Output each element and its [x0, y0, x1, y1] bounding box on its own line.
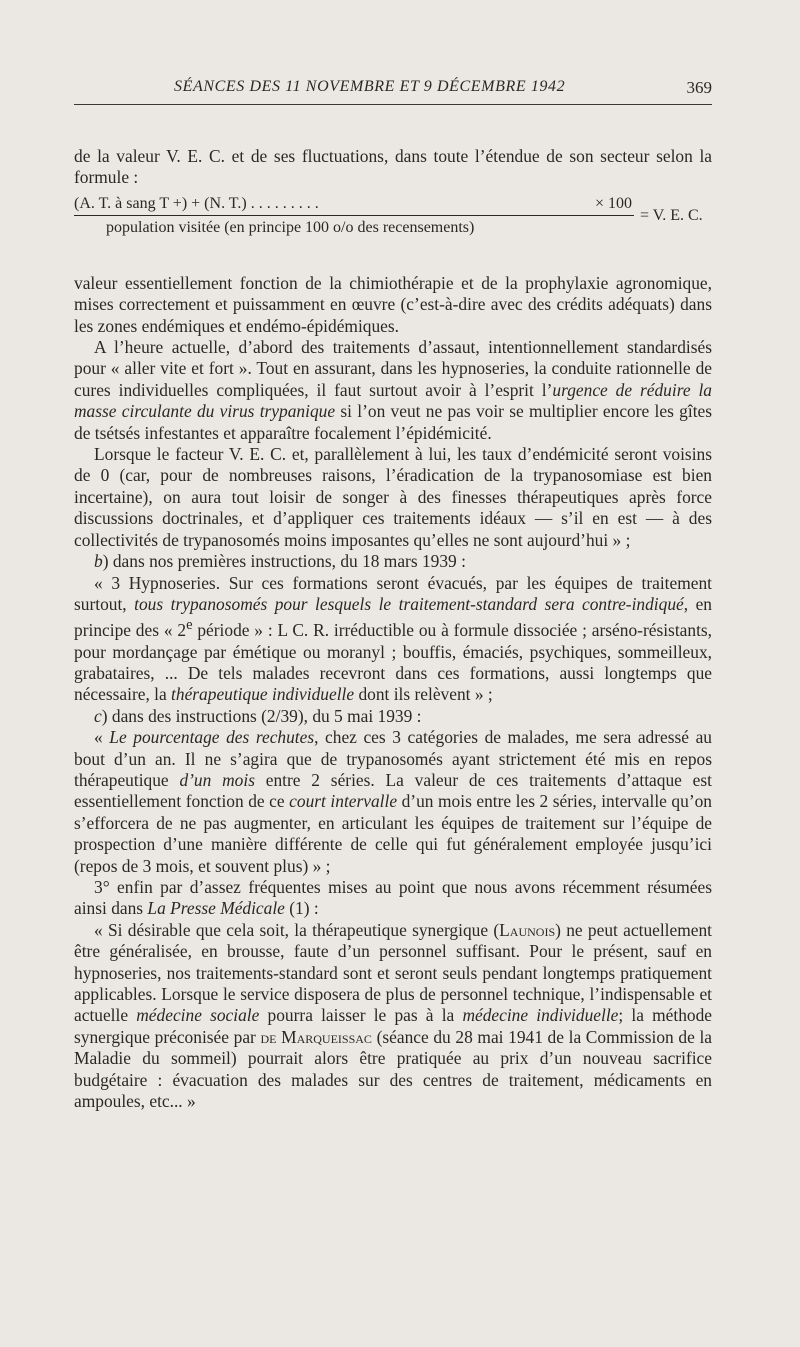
text-run: ) dans nos premières instructions, du 18 mars 1939 :: [102, 551, 466, 572]
paragraph-item-c: [74, 706, 712, 727]
text-run: ) dans des instructions (2/39), du 5 mai 1939 :: [101, 705, 422, 726]
paragraph-mises-au-point: [74, 877, 712, 920]
text-run: 3° enfin par d’assez fréquentes mises au point que nous avons récemment résumées ainsi dans: [74, 876, 712, 919]
emphasis-run: Le pourcentage des rechutes: [109, 727, 315, 748]
formula-multiplier: × 100: [594, 194, 632, 212]
paragraph-heure-actuelle: [74, 337, 712, 444]
text-run: entre 2 séries. La valeur de ces traitements d’attaque est essentiellement fonction de ce: [74, 769, 712, 812]
text-run: (séance du 28 mai 1941 de la Commission de la Maladie du sommeil) pourrait alors être pratiquée au prix d’un nouveau sacrifice budgétaire : évacuation des malades sur des centres de traitement, médicaments en ampoules, etc... »: [74, 1026, 712, 1112]
journal-title: La Presse Médicale: [147, 898, 285, 919]
emphasis-run: thérapeutique individuelle: [171, 684, 355, 705]
text-run: dont ils relèvent » ;: [354, 684, 493, 705]
emphasis-run: médecine sociale: [136, 1005, 260, 1026]
formula-result: = V. E. C.: [640, 206, 703, 224]
text-run: ) ne peut actuellement être généralisée, en brousse, faute d’un personnel suffisant. Pour le présent, sauf en hypnoseries, nos traitements-standard sont et seront seuls pendant longtemps pratiquement applicables. Lorsque le service disposera de plus de personnel technique, l’indispensable et actuelle: [74, 919, 713, 1026]
text-run: « 3 Hypnoseries. Sur ces formations seront évacués, par les équipes de traitement surtout,: [74, 572, 712, 614]
item-letter: c: [94, 705, 102, 726]
formula-numerator: [74, 193, 634, 214]
text-run: , en principe des « 2: [74, 593, 712, 641]
paragraph-synergique: [74, 920, 712, 1113]
text-run: A l’heure actuelle, d’abord des traitements d’assaut, intentionnellement standardisés pour « aller vite et fort ». Tout en assurant, dans les hypnoseries, la conduite rationnelle de cures individuelles compliquées, il faut surtout avoir à l’esprit l’: [74, 337, 712, 400]
paragraph-hypnoseries: [74, 573, 712, 706]
article-body: [74, 146, 712, 1112]
text-run: ; la méthode synergique préconisée par: [74, 1005, 712, 1047]
text-run: (1) :: [284, 898, 319, 919]
paragraph-intro: de la valeur V. E. C. et de ses fluctuations, dans toute l’étendue de son secteur selon la formule :: [74, 146, 712, 188]
running-title: SÉANCES DES 11 NOVEMBRE ET 9 DÉCEMBRE 1942: [174, 78, 566, 95]
paragraph-valeur: valeur essentiellement fonction de la chimiothérapie et de la prophylaxie agronomique, mises correctement et puissamment en œuvre (c’est-à-dire avec des crédits adéquats) dans les zones endémiques et endémo-épidémiques.: [74, 272, 712, 336]
emphasis-run: urgence de réduire la masse circulante du virus trypanique: [74, 379, 712, 422]
paragraph-item-b: [74, 551, 712, 572]
text-run: période » : L C. R. irréductible ou à formule dissociée ; arséno-résistants, pour mordançage par émétique ou moranyl ; bouffis, émaciés, psychiques, sommeilleux, grabataires, ... De tels malades recevront dans ces formations, aussi longtemps que nécessaire, la: [74, 620, 713, 705]
text-run: « Si désirable que cela soit, la thérapeutique synergique (: [94, 919, 500, 940]
formula-numerator-text: (A. T. à sang T +) + (N. T.) . . . . . . . . .: [74, 194, 319, 212]
text-run: «: [94, 727, 110, 748]
paragraph-rechutes: [74, 727, 712, 877]
item-letter: b: [94, 551, 103, 572]
page-number: 369: [686, 78, 712, 97]
fraction-bar: [74, 215, 634, 216]
emphasis-run: d’un mois: [179, 769, 255, 790]
formula-denominator: population visitée (en principe 100 o/o des recensements): [106, 218, 475, 236]
author-name: Launois: [499, 919, 556, 940]
running-header: [74, 78, 712, 102]
paragraph-facteur: Lorsque le facteur V. E. C. et, parallèlement à lui, les taux d’endémicité seront voisins de 0 (car, pour de nombreuses raisons, l’éradication de la trypanosomiase est bien incertaine), on aura tout loisir de songer à des finesses thérapeutiques après force discussions doctrinales, et d’appliquer ces traitements idéaux — s’il en est — à des collectivités de trypanosomés moins imposantes qu’elles ne sont aujourd’hui » ;: [74, 444, 712, 550]
text-run: , chez ces 3 catégories de malades, me sera adressé au bout d’un an. Il ne s’agira que de trypanosomés ayant strictement été mis en repos thérapeutique: [74, 727, 713, 790]
author-name: de Marqueissac: [260, 1026, 372, 1047]
text-run: d’un mois entre les 2 séries, intervalle qu’on s’efforcera de ne pas augmenter, en articulant les équipes de traitement sur l’équipe de prospection d’une manière différente de celle qui fut généralement employée jusqu’ici (repos de 3 mois, et souvent plus) » ;: [74, 791, 713, 876]
superscript: e: [186, 617, 193, 634]
vec-formula: [74, 193, 712, 265]
text-run: pourra laisser le pas à la: [259, 1005, 463, 1026]
emphasis-run: médecine individuelle: [462, 1005, 619, 1026]
header-rule: [74, 104, 712, 105]
emphasis-run: court intervalle: [289, 791, 398, 812]
emphasis-run: tous trypanosomés pour lesquels le traitement-standard sera contre-indiqué: [134, 593, 684, 614]
text-run: si l’on veut ne pas voir se multiplier encore les gîtes de tsétsés infestantes et apparaître focalement l’épidémicité.: [74, 401, 713, 443]
